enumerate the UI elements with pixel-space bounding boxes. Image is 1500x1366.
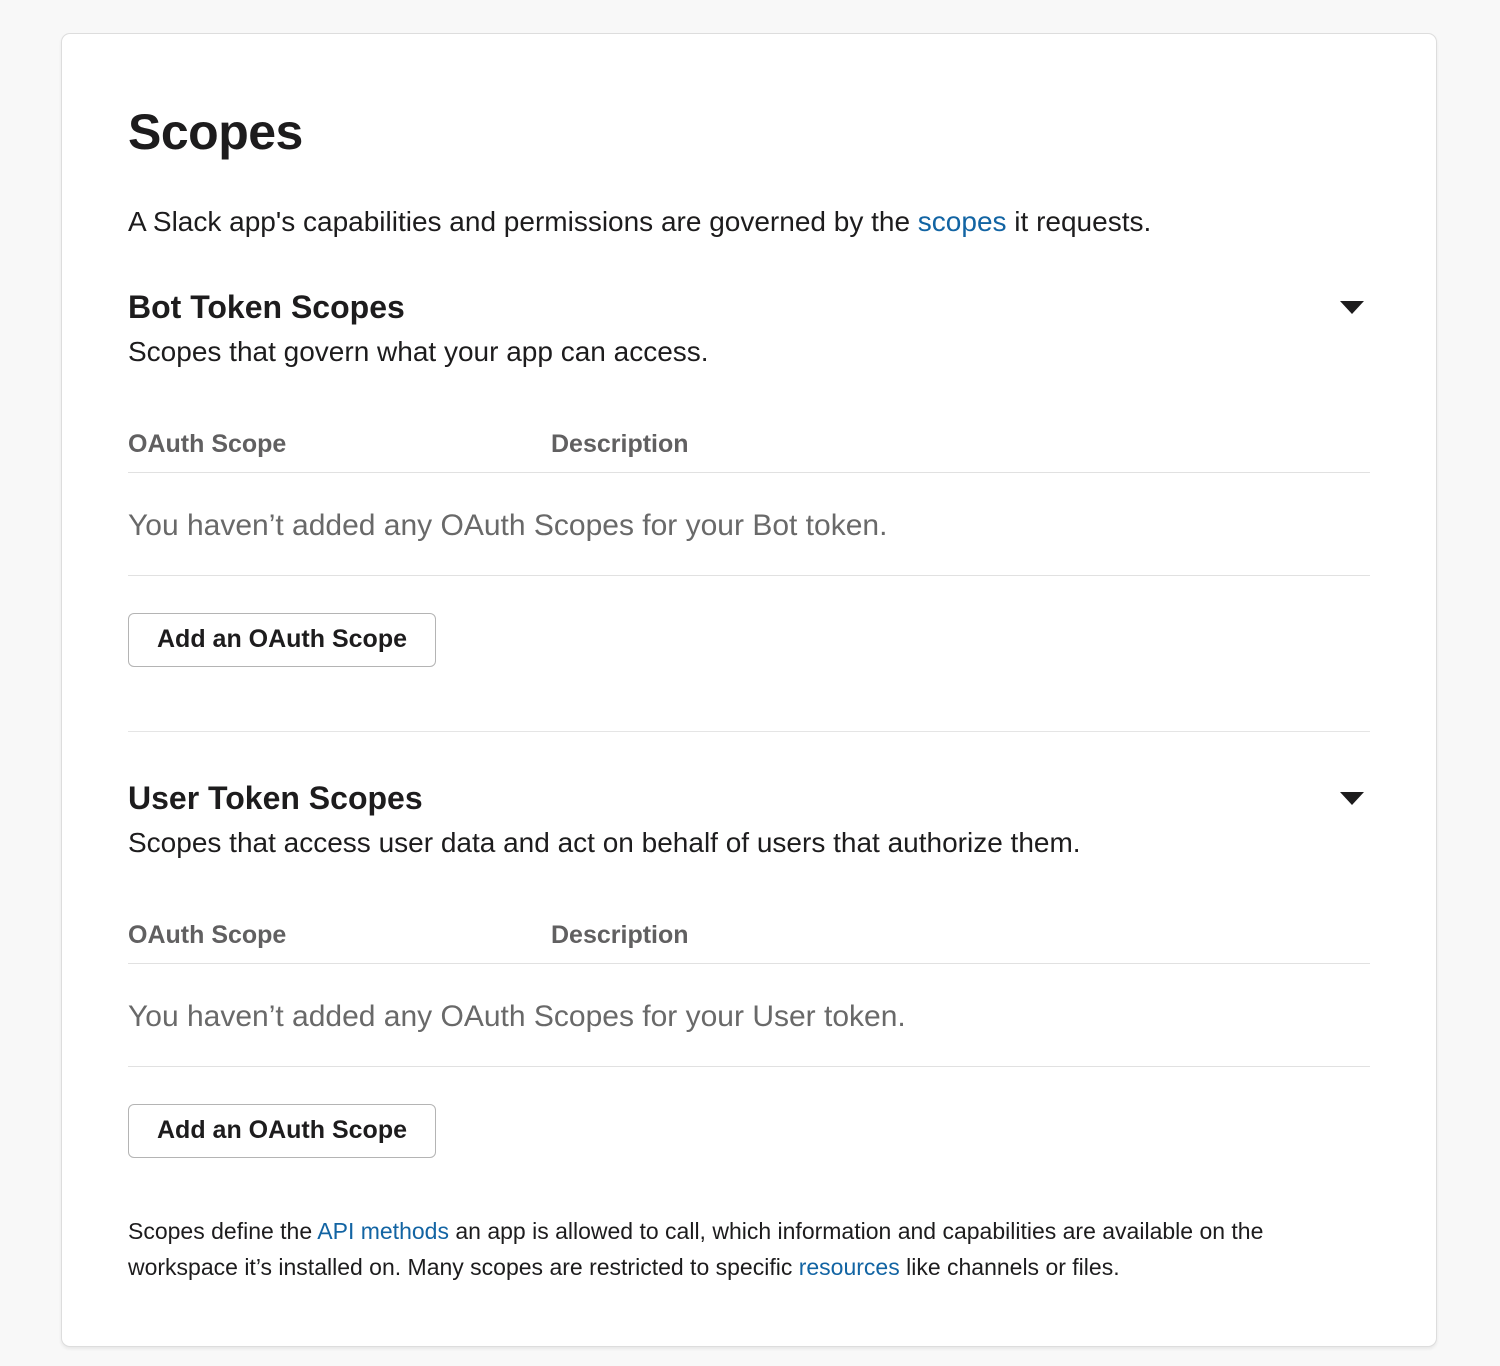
page-title: Scopes xyxy=(128,104,303,160)
bot-scopes-empty-state: You haven’t added any OAuth Scopes for your Bot token. xyxy=(128,473,1370,576)
footer-text-3: like channels or files. xyxy=(899,1254,1120,1281)
chevron-down-icon[interactable] xyxy=(1340,792,1364,805)
intro-text-after-link: it requests. xyxy=(1006,206,1152,237)
scopes-panel xyxy=(61,33,1437,1347)
bot-token-scopes-heading: Bot Token Scopes xyxy=(128,289,405,326)
user-token-scopes-subtitle: Scopes that access user data and act on behalf of users that authorize them. xyxy=(128,826,1081,858)
footer-text-1: Scopes define the xyxy=(128,1218,318,1245)
chevron-down-icon[interactable] xyxy=(1340,301,1364,314)
bot-scopes-table-header xyxy=(128,429,1370,473)
bot-token-scopes-header xyxy=(128,285,1370,330)
intro-text xyxy=(128,202,1370,241)
user-token-scopes-heading: User Token Scopes xyxy=(128,780,423,817)
resources-link[interactable]: resources xyxy=(798,1254,900,1281)
scopes-link[interactable]: scopes xyxy=(917,206,1007,237)
description-column-header: Description xyxy=(551,430,689,459)
bot-token-scopes-subtitle: Scopes that govern what your app can access. xyxy=(128,335,709,367)
description-column-header: Description xyxy=(551,921,689,950)
bot-token-scopes-section xyxy=(128,285,1370,667)
api-methods-link[interactable]: API methods xyxy=(317,1218,449,1245)
user-token-scopes-section xyxy=(128,776,1370,1158)
user-token-scopes-header xyxy=(128,776,1370,821)
add-user-oauth-scope-button[interactable]: Add an OAuth Scope xyxy=(128,1104,436,1158)
intro-text-before-link: A Slack app's capabilities and permissions are governed by the xyxy=(128,206,918,237)
scopes-footer-note xyxy=(128,1214,1370,1286)
section-divider xyxy=(128,731,1370,732)
oauth-scope-column-header: OAuth Scope xyxy=(128,921,287,950)
oauth-scope-column-header: OAuth Scope xyxy=(128,430,287,459)
user-scopes-empty-state: You haven’t added any OAuth Scopes for your User token. xyxy=(128,964,1370,1067)
footer-text-2: an app is allowed to call, which information and capabilities are available on the workspace it’s installed on. Many scopes are restricted to specific xyxy=(128,1218,1264,1281)
user-scopes-table-header xyxy=(128,920,1370,964)
add-bot-oauth-scope-button[interactable]: Add an OAuth Scope xyxy=(128,613,436,667)
